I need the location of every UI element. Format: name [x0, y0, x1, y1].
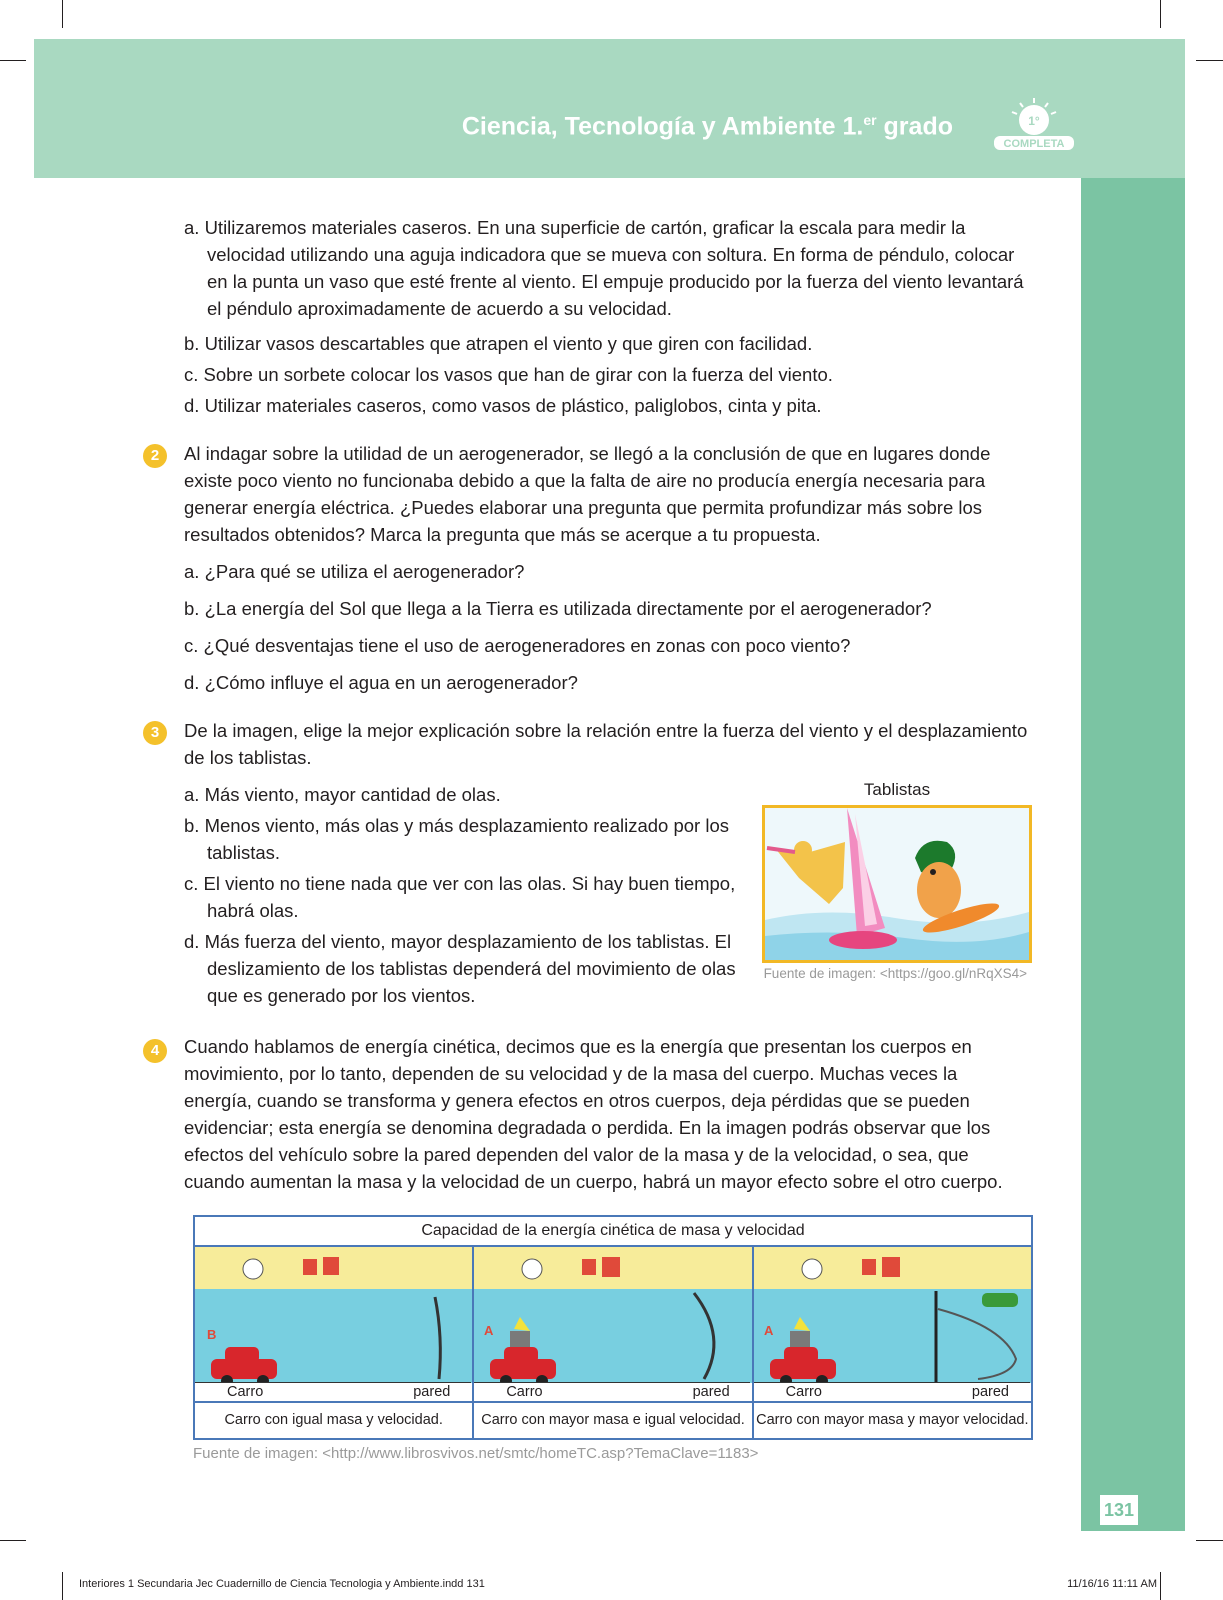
panel-caption: Carro con mayor masa e igual velocidad.	[474, 1403, 753, 1438]
panel-marker: A	[484, 1323, 494, 1338]
print-date: 11/16/16 11:11 AM	[1067, 1578, 1157, 1590]
table-panel	[195, 1247, 474, 1401]
panel-marker: B	[207, 1327, 217, 1342]
wall-label: pared	[413, 1384, 451, 1400]
car-label: Carro	[506, 1384, 543, 1400]
crop-mark	[1160, 1572, 1161, 1600]
table-source: Fuente de imagen: <http://www.librosvivos.net/smtc/homeTC.asp?TemaClave=1183>	[193, 1445, 759, 1462]
crop-mark	[0, 60, 26, 61]
jornada-completa-logo	[990, 98, 1078, 160]
panel-caption: Carro con igual masa y velocidad.	[195, 1403, 474, 1438]
car-wall-drawing	[754, 1247, 1030, 1401]
figure-source: Fuente de imagen: <https://goo.gl/nRqXS4>	[763, 966, 1027, 981]
crop-mark	[1196, 60, 1223, 61]
q3-options	[184, 781, 744, 1009]
crop-mark	[62, 1572, 63, 1600]
car-wall-drawing	[474, 1247, 750, 1401]
crop-mark	[1196, 1540, 1223, 1541]
q1-option-b: b. Utilizar vasos descartables que atrapen el viento y que giren con facilidad.	[184, 333, 813, 354]
q1-option-c: c. Sobre un sorbete colocar los vasos que han de girar con la fuerza del viento.	[184, 364, 833, 385]
q3-option-c: c. El viento no tiene nada que ver con las olas. Si hay buen tiempo, habrá olas.	[184, 873, 736, 921]
table-panel	[754, 1247, 1031, 1401]
crop-mark	[1160, 0, 1161, 28]
page-title: Ciencia, Tecnología y Ambiente 1.$^{er}$ grado	[461, 112, 953, 141]
question-2-text: Al indagar sobre la utilidad de un aerogenerador, se llegó a la conclusión de que en lugares donde existe poco viento no funcionaba debido a que la falta de aire no producía energía necesaria para generar energía eléctrica. ¿Puedes elaborar una pregunta que permita profundizar más sobre los resultados obtenidos? Marca la pregunta que más se acerque a tu propuesta.	[184, 443, 991, 545]
crop-mark	[0, 1540, 26, 1541]
main-content	[184, 214, 1029, 1195]
page-number: 131	[1100, 1495, 1138, 1525]
wall-label: pared	[692, 1384, 730, 1400]
table-panels	[195, 1247, 1031, 1403]
table-title: Capacidad de la energía cinética de masa y velocidad	[195, 1217, 1031, 1247]
q2-option-b: b. ¿La energía del Sol que llega a la Tierra es utilizada directamente por el aerogenerador?	[184, 598, 932, 619]
q2-option-d: d. ¿Cómo influye el agua en un aerogenerador?	[184, 672, 578, 693]
q2-option-c: c. ¿Qué desventajas tiene el uso de aerogeneradores en zonas con poco viento?	[184, 635, 851, 656]
question-number-4: 4	[143, 1039, 167, 1063]
car-label: Carro	[227, 1384, 264, 1400]
question-number-2: 2	[143, 444, 167, 468]
wall-label: pared	[971, 1384, 1009, 1400]
figure-title: Tablistas	[863, 780, 931, 799]
question-3-text: De la imagen, elige la mejor explicación sobre la relación entre la fuerza del viento y el desplazamiento de los tablistas.	[184, 720, 1028, 768]
q1-option-d: d. Utilizar materiales caseros, como vasos de plástico, paliglobos, cinta y pita.	[184, 395, 822, 416]
q3-option-a: a. Más viento, mayor cantidad de olas.	[184, 784, 501, 805]
table-panel	[474, 1247, 753, 1401]
question-number-3: 3	[143, 721, 167, 745]
panel-marker: A	[763, 1323, 774, 1338]
print-slug: Interiores 1 Secundaria Jec Cuadernillo de Ciencia Tecnologia y Ambiente.indd 131	[79, 1578, 485, 1590]
crop-mark	[62, 0, 63, 28]
q3-option-b: b. Menos viento, más olas y más desplazamiento realizado por los tablistas.	[184, 815, 729, 863]
q2-option-a: a. ¿Para qué se utiliza el aerogenerador?	[184, 561, 525, 582]
side-band	[1081, 178, 1185, 1531]
svg-text:1°: 1°	[1028, 114, 1040, 128]
panel-caption: Carro con mayor masa y mayor velocidad.	[756, 1412, 1029, 1428]
q3-option-d: d. Más fuerza del viento, mayor desplazamiento de los tablistas. El deslizamiento de los tablistas dependerá del movimiento de olas que es generado por los vientos.	[184, 931, 736, 1006]
kinetic-energy-table	[193, 1215, 1033, 1440]
windsurfers-drawing	[765, 808, 1029, 960]
car-wall-drawing	[195, 1247, 471, 1401]
question-4-text: Cuando hablamos de energía cinética, decimos que es la energía que presentan los cuerpos en movimiento, por lo tanto, dependen de su velocidad y de la masa del cuerpo. Muchas veces la energía, cuando se transforma y genera efectos en otros cuerpos, deja pérdidas que se pueden evidenciar; esta energía se denomina degradada o perdida. En la imagen podrás observar que los efectos del vehículo sobre la pared dependen del valor de la masa y de la velocidad, o sea, que cuando aumentan la masa y la velocidad de un cuerpo, habrá un mayor efecto sobre el otro cuerpo.	[184, 1036, 1003, 1192]
svg-text:COMPLETA: COMPLETA	[1003, 138, 1065, 150]
table-captions	[195, 1403, 1031, 1438]
q1-option-a: a. Utilizaremos materiales caseros. En una superficie de cartón, graficar la escala para medir la velocidad utilizando una aguja indicadora que se mueva con soltura. En forma de péndulo, colocar en la punta un vaso que esté frente al viento. El empuje producido por la fuerza del viento levantará el péndulo aproximadamente de acuerdo a su velocidad.	[184, 217, 1024, 319]
windsurfers-illustration	[762, 805, 1032, 963]
car-label: Carro	[785, 1384, 822, 1400]
